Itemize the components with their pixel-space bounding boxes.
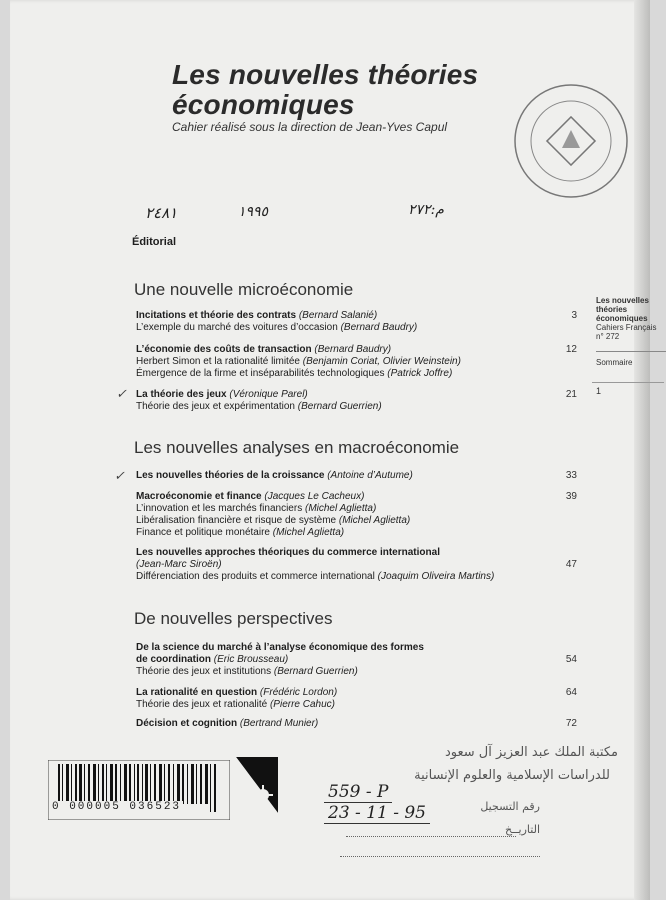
entry-author: (Bertrand Munier) <box>239 718 319 729</box>
entry-title: L’économie des coûts de transaction <box>136 344 312 355</box>
page-title <box>172 60 478 120</box>
toc-entry <box>136 547 494 583</box>
toc-entry <box>136 389 382 413</box>
entry-subline: Finance et politique monétaire (Michel Aglietta) <box>136 527 345 538</box>
page-number: 3 <box>571 310 577 321</box>
publisher-logo <box>236 757 278 813</box>
entry-author: (Jacques Le Cacheux) <box>264 491 365 502</box>
subtitle: Cahier réalisé sous la direction de Jean-Yves Capul <box>172 120 448 134</box>
registration-date: 23 - 11 - 95 <box>324 803 430 824</box>
page-number: 64 <box>565 687 577 698</box>
handwritten-issue: م:٢٧٢ <box>408 202 444 218</box>
entry-subline: L’exemple du marché des voitures d’occasion (Bernard Baudry) <box>136 322 418 333</box>
entry-subline: Émergence de la firme et inséparabilités technologiques (Patrick Joffre) <box>136 368 453 379</box>
entry-subline: Théorie des jeux et expérimentation (Bernard Guerrien) <box>136 401 382 412</box>
toc-entry <box>136 687 337 711</box>
entry-title: La théorie des jeux <box>136 389 227 400</box>
sidebar-divider <box>596 351 666 352</box>
entry-title: De la science du marché à l’analyse économique des formes <box>136 642 424 653</box>
sidebar-series: Cahiers Français <box>596 323 657 332</box>
toc-entry <box>136 344 461 380</box>
sidebar-rule <box>592 382 664 383</box>
section-heading-macro: Les nouvelles analyses en macroéconomie <box>134 438 460 457</box>
entry-author: (Bernard Baudry) <box>314 344 392 355</box>
arabic-stamp-line: التاريــخ <box>505 823 540 836</box>
arabic-stamp-line: رقم التسجيل <box>480 800 540 813</box>
page-number: 21 <box>565 389 577 400</box>
toc-entry <box>136 718 318 730</box>
entry-author: (Véronique Parel) <box>229 389 308 400</box>
arabic-stamp-line: للدراسات الإسلامية والعلوم الإنسانية <box>414 768 610 783</box>
sidebar-title-3: économiques <box>596 314 648 323</box>
sidebar-page-number: 1 <box>596 386 602 396</box>
registration-number: 559 - P <box>324 782 392 803</box>
pen-check-mark: ✓ <box>114 468 125 483</box>
sidebar-issue: n° 272 <box>596 332 620 341</box>
page-number: 72 <box>565 718 577 729</box>
section-heading-micro: Une nouvelle microéconomie <box>134 280 354 299</box>
editorial-heading: Éditorial <box>132 236 177 248</box>
catalog-page <box>10 0 657 900</box>
section-heading-perspectives: De nouvelles perspectives <box>134 609 333 628</box>
entry-author: (Antoine d’Autume) <box>327 470 413 481</box>
entry-title: La rationalité en question <box>136 687 258 698</box>
title-line-1: Les nouvelles théories <box>172 59 479 90</box>
entry-author: (Frédéric Lordon) <box>259 687 338 698</box>
library-stamp <box>512 82 630 200</box>
sidebar-issue-info <box>596 296 660 396</box>
entry-title-continued: de coordination (Eric Brousseau) <box>136 654 289 665</box>
registration-handwriting <box>324 782 430 824</box>
entry-author: (Bernard Salanié) <box>298 310 378 321</box>
toc-entry <box>136 491 410 539</box>
entry-title: Incitations et théorie des contrats <box>136 310 297 321</box>
page-number: 39 <box>565 491 577 502</box>
page-number: 47 <box>565 559 577 570</box>
barcode-number: 0 000005 036523 <box>52 801 182 813</box>
entry-subline: Libéralisation financière et risque de système (Michel Aglietta) <box>136 515 411 526</box>
entry-subline: Différenciation des produits et commerce international (Joaquim Oliveira Martins) <box>136 571 495 582</box>
entry-subline: Herbert Simon et la rationalité limitée (Benjamin Coriat, Olivier Weinstein) <box>136 356 461 367</box>
pen-check-mark: ✓ <box>116 386 127 401</box>
dotted-line <box>340 856 540 857</box>
sidebar-sommaire: Sommaire <box>596 358 633 367</box>
sidebar-title-1: Les nouvelles <box>596 296 649 305</box>
title-line-2: économiques <box>172 89 355 120</box>
entry-subline: Théorie des jeux et institutions (Bernard Guerrien) <box>136 666 358 677</box>
handwritten-year: ١٩٩٥ <box>238 204 269 220</box>
page-number: 33 <box>565 470 577 481</box>
handwritten-accession: ٢٤٨١ <box>145 204 178 222</box>
toc-entry <box>136 310 417 334</box>
page-number: 54 <box>565 654 577 665</box>
entry-subline: Théorie des jeux et rationalité (Pierre Cahuc) <box>136 699 335 710</box>
page-number: 12 <box>565 344 577 355</box>
page-edge-shadow <box>634 0 650 900</box>
entry-subline: (Jean-Marc Siroën) <box>136 559 222 570</box>
entry-title: Les nouvelles théories de la croissance <box>136 470 325 481</box>
toc-entry <box>136 470 413 482</box>
entry-title: Les nouvelles approches théoriques du commerce international <box>136 547 440 558</box>
sidebar-title-2: théories <box>596 305 628 314</box>
entry-subline: L’innovation et les marchés financiers (Michel Aglietta) <box>136 503 377 514</box>
toc-entry <box>136 642 424 678</box>
arabic-stamp-line: مكتبة الملك عبد العزيز آل سعود <box>444 745 618 760</box>
dotted-line <box>346 836 516 837</box>
entry-title: Macroéconomie et finance <box>136 491 262 502</box>
entry-title: Décision et cognition <box>136 718 238 729</box>
